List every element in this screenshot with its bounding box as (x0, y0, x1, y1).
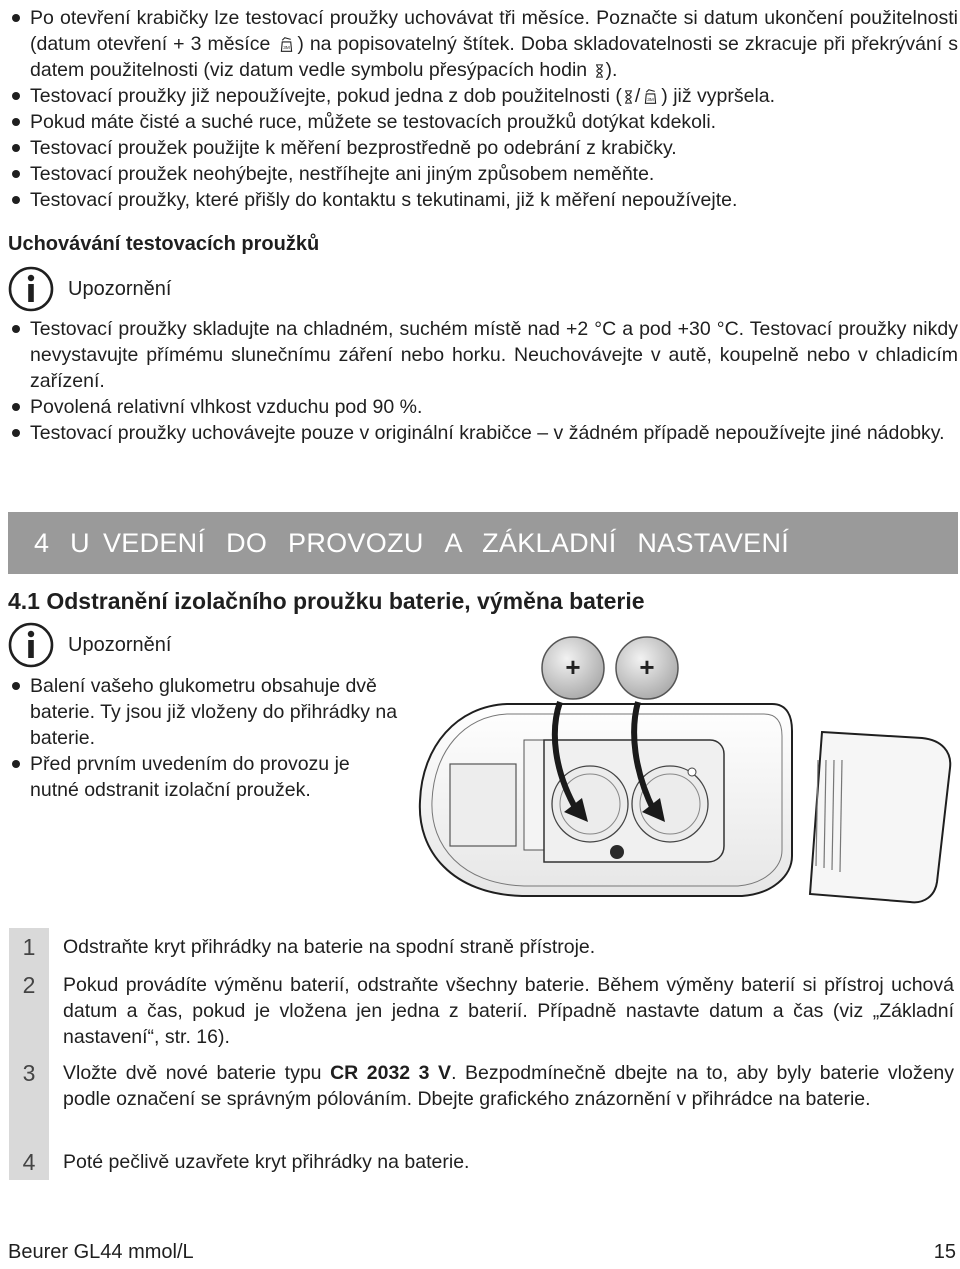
list-item: Po otevření krabičky lze testovací proužky uchovávat tři měsíce. Poznačte si datum ukončení použitelnosti (datum otevření + 3 měsíce 3M ) na popisovatelný štítek. Doba skladovatelnosti se zkracuje při překrývání s datem použitelnosti (viz datum vedle symbolu přesýpacích hodin ). (8, 5, 958, 83)
svg-text:3M: 3M (647, 97, 655, 103)
battery-compartment-illustration (412, 636, 958, 906)
section-bullet-list (8, 673, 400, 803)
note-label: Upozornění (68, 633, 172, 656)
page-number: 15 (933, 1241, 956, 1263)
step-number: 2 (22, 972, 36, 998)
step-item (9, 1060, 954, 1112)
note-label: Upozornění (68, 277, 172, 300)
list-item: Testovací proužky, které přišly do kontaktu s tekutinami, již k měření nepoužívejte. (8, 187, 958, 213)
storage-note (8, 266, 171, 312)
list-item: Testovací proužek použijte k měření bezprostředně po odebrání z krabičky. (8, 135, 958, 161)
battery-plus-label: + (565, 652, 581, 682)
storage-bullet-list (8, 316, 958, 446)
chapter-number: 4 (34, 527, 50, 558)
svg-text:3M: 3M (283, 45, 291, 51)
step-item (9, 972, 954, 1050)
step-number: 1 (22, 934, 36, 960)
chapter-heading: 4 U VEDENÍ DO PROVOZU A ZÁKLADNÍ NASTAVENÍ (8, 512, 958, 574)
section-note (8, 622, 171, 668)
step-number: 3 (22, 1060, 36, 1086)
opened-jar-icon (278, 36, 295, 53)
info-icon (8, 266, 54, 312)
step-text: Vložte dvě nové baterie typu CR 2032 3 V. Bezpodmínečně dbejte na to, aby byly baterie vloženy podle označení se správným pólováním. Dbejte grafického znázornění v přihrádce na baterie. (63, 1062, 955, 1110)
step-item (9, 1149, 954, 1175)
battery-cover (810, 732, 950, 902)
footer-product-name: Beurer GL44 mmol/L (8, 1241, 194, 1263)
storage-heading: Uchovávání testovacích proužků (8, 233, 320, 255)
opened-jar-icon (642, 88, 659, 105)
battery-plus-label: + (639, 652, 655, 682)
list-item: Testovací proužky uchovávejte pouze v originální krabičce – v žádném případě nepoužívejte jiné nádobky. (8, 420, 958, 446)
list-item: Pokud máte čisté a suché ruce, můžete se testovacích proužků dotýkat kdekoli. (8, 109, 958, 135)
top-bullet-list (8, 5, 958, 213)
step-text: Pokud provádíte výměnu baterií, odstraňte všechny baterie. Během výměny baterií si přístroj uchová datum a čas, pokud je vložena jen jedna z baterií. Případně nastavte datum a čas (viz „Základní nastavení“, str. 16). (63, 974, 954, 1048)
list-item: Před prvním uvedením do provozu je nutné odstranit izolační proužek. (8, 751, 400, 803)
reset-button (610, 845, 624, 859)
step-number-band (9, 928, 49, 1180)
step-item (9, 934, 954, 960)
device-window (450, 764, 516, 846)
list-item: Balení vašeho glukometru obsahuje dvě baterie. Ty jsou již vloženy do přihrádky na baterie. (8, 673, 400, 751)
step-text: Odstraňte kryt přihrádky na baterie na spodní straně přístroje. (63, 936, 596, 958)
list-item: Povolená relativní vlhkost vzduchu pod 90 %. (8, 394, 958, 420)
list-item: Testovací proužky skladujte na chladném, suchém místě nad +2 °C a pod +30 °C. Testovací proužky nikdy nevystavujte přímému slunečnímu záření nebo horku. Neuchovávejte v autě, koupelně nebo v chladicím zařízení. (8, 316, 958, 394)
hourglass-icon (624, 90, 633, 104)
list-item: Testovací proužky již nepoužívejte, pokud jedna z dob použitelnosti ( / 3M ) již vypršela. (8, 83, 958, 109)
step-text: Poté pečlivě uzavřete kryt přihrádky na baterie. (63, 1151, 470, 1173)
section-heading: 4.1 Odstranění izolačního proužku baterie, výměna baterie (8, 588, 645, 614)
device-slot (524, 740, 544, 850)
info-icon (8, 622, 54, 668)
list-item: Testovací proužek neohýbejte, nestříhejte ani jiným způsobem neměňte. (8, 161, 958, 187)
hourglass-icon (595, 64, 604, 78)
step-number: 4 (22, 1149, 36, 1175)
